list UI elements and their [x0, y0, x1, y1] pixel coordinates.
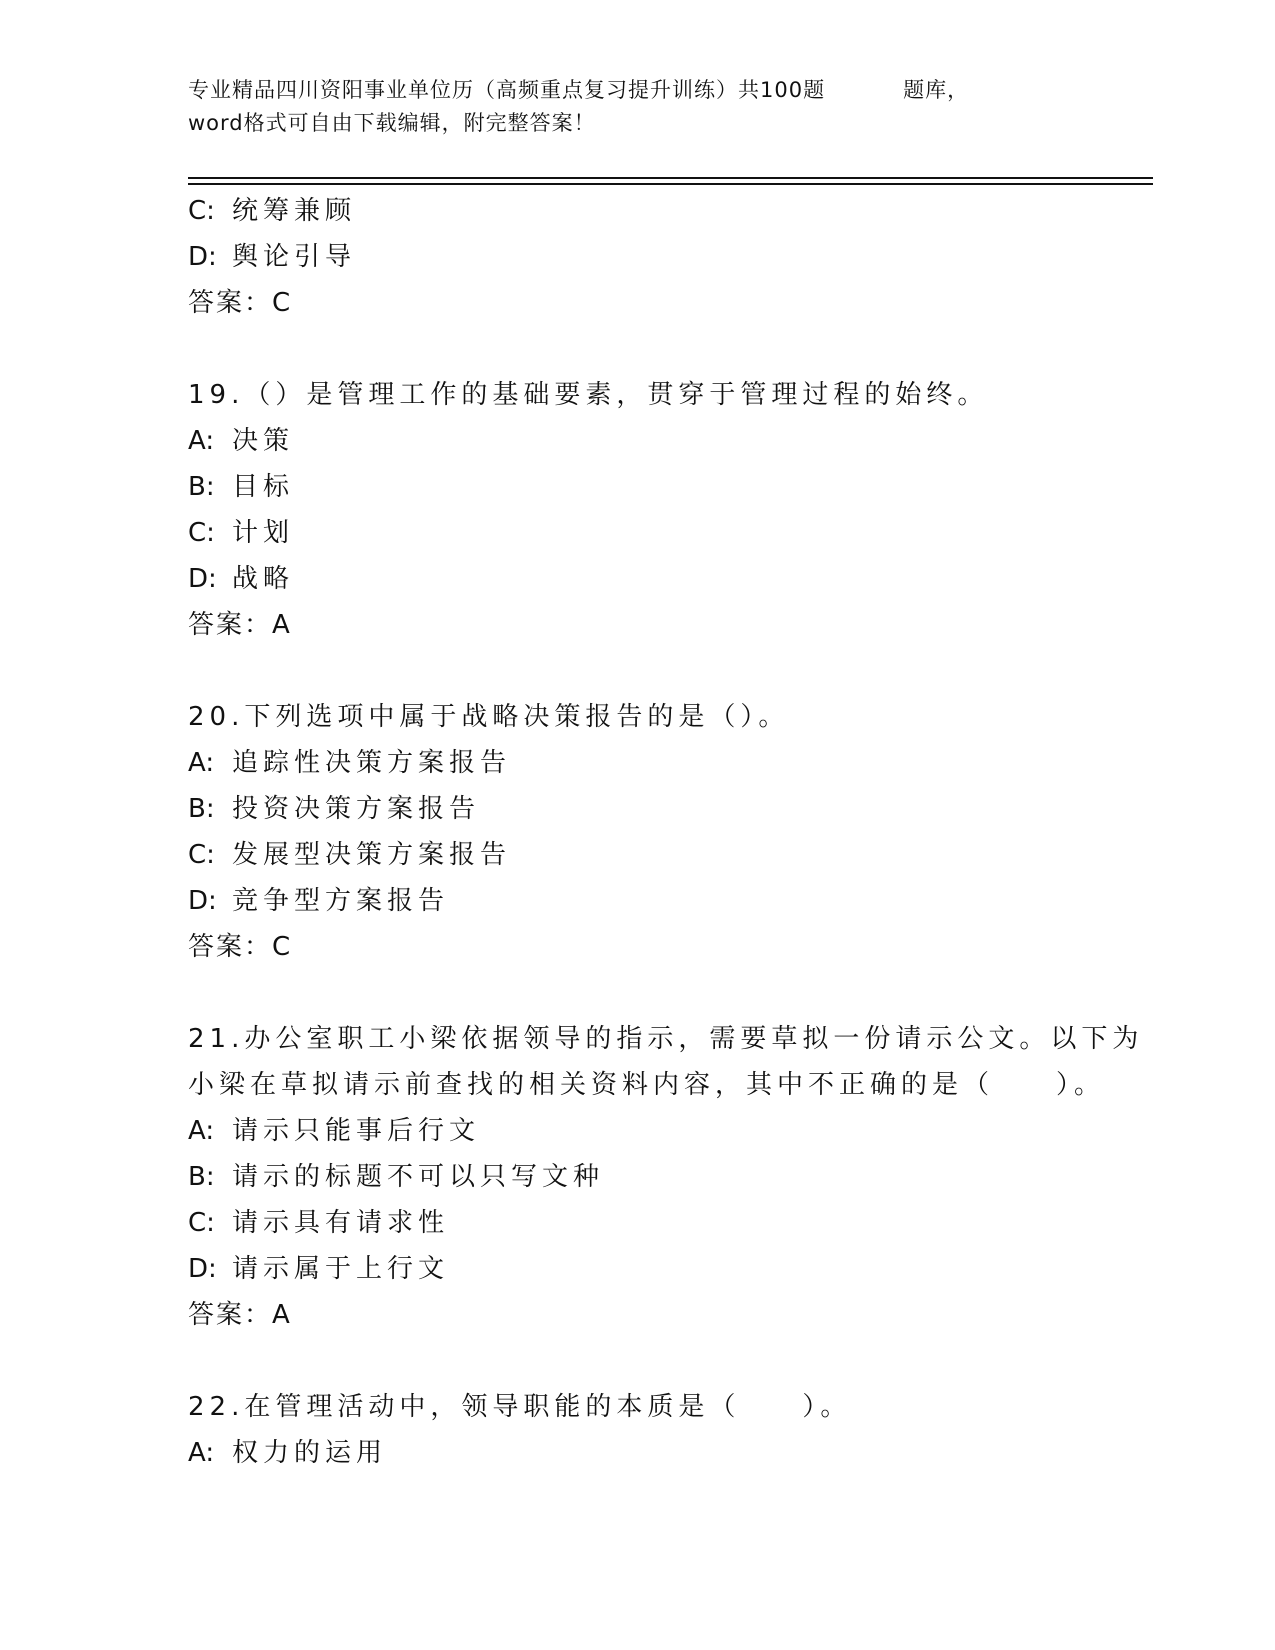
- option-text: 目标: [232, 472, 295, 502]
- option-text: 战略: [232, 564, 295, 594]
- header-line-2: word格式可自由下载编辑，附完整答案！: [188, 111, 596, 135]
- option-text: 请示的标题不可以只写文种: [232, 1162, 605, 1192]
- option-text: 发展型决策方案报告: [232, 840, 512, 870]
- option-text: 统筹兼顾: [232, 196, 357, 226]
- question-stem: 20.下列选项中属于战略决策报告的是（）。: [188, 702, 790, 732]
- header-line-1: [188, 74, 1088, 107]
- document-header: [188, 74, 1088, 140]
- option-prefix: B:: [188, 794, 215, 824]
- question-stem-continued: 小梁在草拟请示前查找的相关资料内容，其中不正确的是（ ）。: [188, 1070, 1106, 1100]
- option-prefix: D:: [188, 564, 217, 594]
- header-rule-bottom: [188, 183, 1153, 185]
- option-a: [188, 1108, 1088, 1154]
- option-prefix: A:: [188, 426, 215, 456]
- option-prefix: A:: [188, 1116, 215, 1146]
- question-19: [188, 372, 1088, 648]
- option-text: 舆论引导: [232, 242, 357, 272]
- option-d: [188, 556, 1088, 602]
- option-c: [188, 188, 1088, 234]
- option-text: 竞争型方案报告: [232, 886, 450, 916]
- option-prefix: A:: [188, 748, 215, 778]
- option-text: 权力的运用: [232, 1438, 388, 1468]
- option-text: 投资决策方案报告: [232, 794, 481, 824]
- option-prefix: B:: [188, 1162, 215, 1192]
- option-prefix: B:: [188, 472, 215, 502]
- header-title: 专业精品四川资阳事业单位历（高频重点复习提升训练）共100题: [188, 78, 826, 102]
- option-prefix: C:: [188, 518, 215, 548]
- answer-line: 答案：A: [188, 610, 292, 640]
- question-22: [188, 1384, 1088, 1476]
- question-21: [188, 1016, 1144, 1338]
- option-b: [188, 464, 1088, 510]
- option-prefix: C:: [188, 840, 215, 870]
- question-stem: 22.在管理活动中，领导职能的本质是（ ）。: [188, 1392, 852, 1422]
- option-b: [188, 786, 1088, 832]
- answer-line: 答案：C: [188, 288, 293, 318]
- option-text: 追踪性决策方案报告: [232, 748, 512, 778]
- option-a: [188, 740, 1088, 786]
- option-d: [188, 1246, 1088, 1292]
- option-a: [188, 1430, 1088, 1476]
- option-d: [188, 878, 1088, 924]
- question-18-tail: [188, 188, 1088, 326]
- option-text: 请示属于上行文: [232, 1254, 450, 1284]
- header-rule-top: [188, 177, 1153, 179]
- option-a: [188, 418, 1088, 464]
- option-prefix: D:: [188, 242, 217, 272]
- option-prefix: C:: [188, 1208, 215, 1238]
- option-text: 计划: [232, 518, 295, 548]
- header-title-suffix: 题库，: [903, 78, 970, 102]
- option-text: 请示具有请求性: [232, 1208, 450, 1238]
- question-stem: 19.（）是管理工作的基础要素，贯穿于管理过程的始终。: [188, 380, 989, 410]
- option-text: 决策: [232, 426, 295, 456]
- answer-line: 答案：C: [188, 932, 293, 962]
- option-prefix: D:: [188, 886, 217, 916]
- answer-line: 答案：A: [188, 1300, 292, 1330]
- option-c: [188, 510, 1088, 556]
- option-prefix: A:: [188, 1438, 215, 1468]
- option-prefix: C:: [188, 196, 215, 226]
- question-stem: 21.办公室职工小梁依据领导的指示，需要草拟一份请示公文。以下为: [188, 1024, 1144, 1054]
- question-list: [188, 188, 1144, 1476]
- option-prefix: D:: [188, 1254, 217, 1284]
- option-text: 请示只能事后行文: [232, 1116, 481, 1146]
- option-c: [188, 832, 1088, 878]
- option-d: [188, 234, 1088, 280]
- option-b: [188, 1154, 1088, 1200]
- option-c: [188, 1200, 1088, 1246]
- question-20: [188, 694, 1088, 970]
